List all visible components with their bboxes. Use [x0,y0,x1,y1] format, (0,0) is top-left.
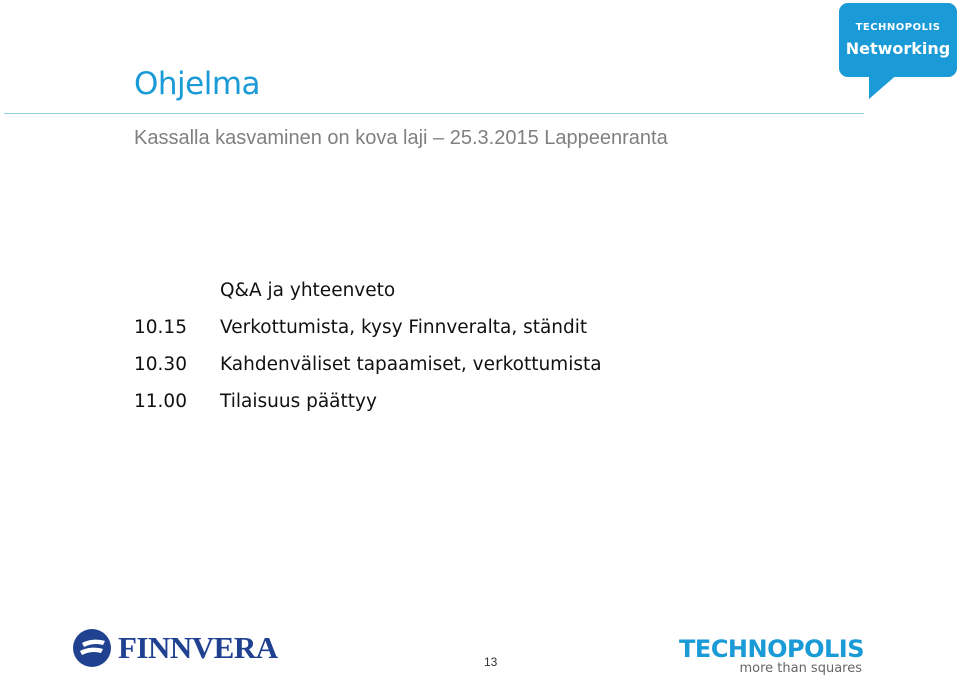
badge-brand: TECHNOPOLIS [855,22,941,33]
agenda-row [134,383,602,420]
agenda-item: Q&A ja yhteenveto [220,280,396,301]
agenda-item: Kahdenväliset tapaamiset, verkottumista [220,354,602,375]
agenda-row [134,309,602,346]
finnvera-emblem-icon [72,628,112,668]
page-title: Ohjelma [134,66,261,102]
agenda-list [134,272,602,420]
finnvera-wordmark: FINNVERA [118,630,278,665]
agenda-row [134,272,602,309]
agenda-item: Tilaisuus päättyy [220,391,377,412]
agenda-item: Verkottumista, kysy Finnveralta, ständit [220,317,588,338]
page-subtitle: Kassalla kasvaminen on kova laji – 25.3.2015 Lappeenranta [134,127,668,149]
agenda-time: 10.15 [134,317,187,338]
finnvera-logo [72,628,278,668]
agenda-row [134,346,602,383]
technopolis-networking-badge [839,3,957,77]
badge-label: Networking [845,39,951,58]
page-number: 13 [484,655,498,669]
header-divider [4,113,864,114]
agenda-time: 11.00 [134,391,187,412]
technopolis-tagline: more than squares [739,661,862,676]
technopolis-logo [617,636,864,676]
badge-tail-shape [869,73,899,99]
agenda-time: 10.30 [134,354,187,375]
technopolis-wordmark: TECHNOPOLIS [679,635,864,663]
